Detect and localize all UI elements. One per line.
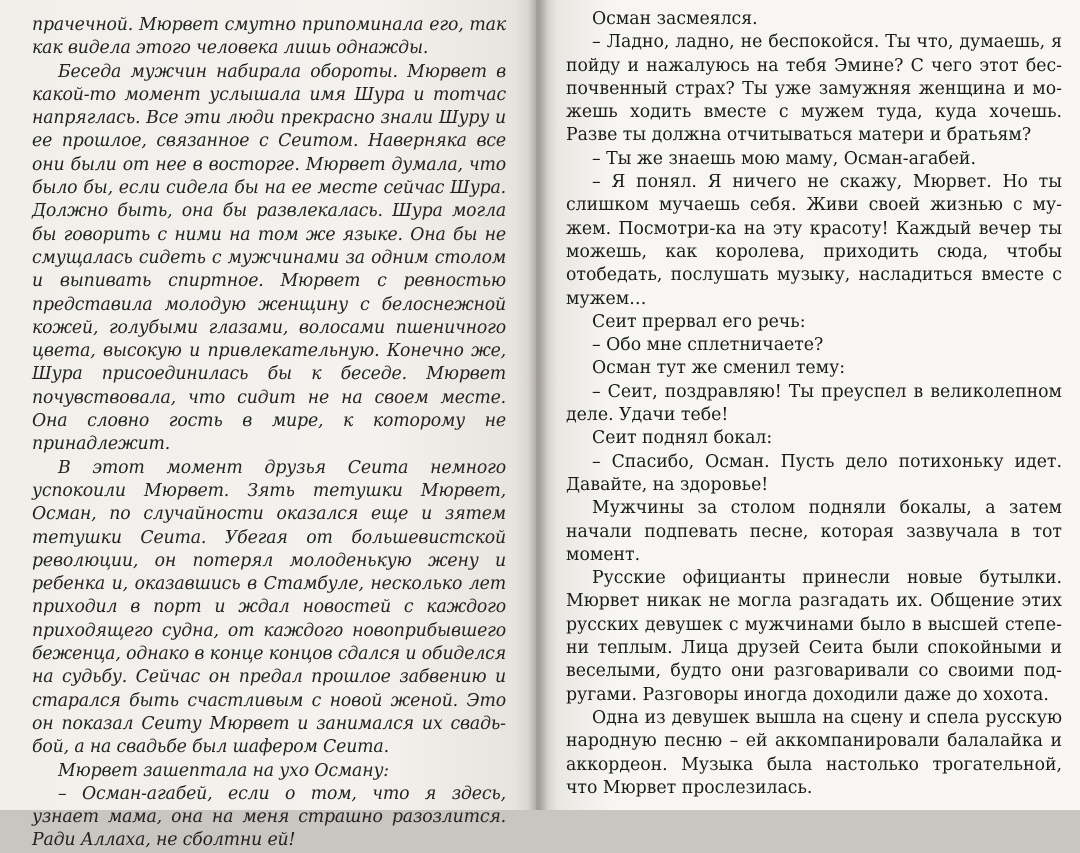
paragraph: – Ладно, ладно, не беспокойся. Ты что, думаешь, я пойду и нажалуюсь на тебя Эмине? С чего этот беспочвенный страх? Ты уже замужняя женщина и можешь ходить вместе с мужем туда, куда хочешь. Разве ты должна отчитываться матери и братьям?: [566, 32, 1062, 146]
left-page-text: [32, 14, 506, 853]
paragraph: Русские официанты принесли новые бутылки. Мюрвет никак не могла разгадать их. Общение этих русских девушек с мужчинами было в высшей степени теплым. Лица друзей Сеита были спокойными и веселыми, будто они разговаривали со своими подругами. Разговоры иногда доходили даже до хохота.: [566, 568, 1062, 705]
paragraph: Беседа мужчин набирала обороты. Мюрвет в какой-то момент услышала имя Шура и тотчас напряглась. Все эти люди прекрасно знали Шуру и ее прошлое, связанное с Сеитом. Наверняка все они были от нее в восторге. Мюрвет думала, что было бы, если сидела бы на ее месте сейчас Шура. Должно быть, она бы развлекалась. Шура могла бы говорить с ними на том же языке. Она бы не смущалась сидеть с мужчинами за одним столом и выпивать спиртное. Мюрвет с ревностью представила молодую женщину с белоснежной кожей, голубыми глазами, волосами пшеничного цвета, высокую и привлекательную. Конечно же, Шура присоединилась бы к беседе. Мюрвет почувствовала, что сидит не на своем месте. Она словно гость в мире, к которому не принадлежит.: [32, 61, 506, 455]
paragraph: Мюрвет зашептала на ухо Осману:: [58, 760, 389, 781]
paragraph: Осман тут же сменил тему:: [592, 358, 846, 379]
left-page: [0, 0, 536, 851]
right-page-text: [566, 8, 1062, 800]
paragraph: – Сеит, поздравляю! Ты преуспел в великолепном деле. Удачи тебе!: [566, 381, 1062, 426]
paragraph: – Я понял. Я ничего не скажу, Мюрвет. Но ты слишком мучаешь себя. Живи своей жизнью с мужем. Посмотри-ка на эту красоту! Каждый вечер ты можешь, как королева, приходить сюда, чтобы отобедать, послушать музыку, насладиться вместе с мужем…: [566, 172, 1062, 309]
paragraph: – Осман-агабей, если о том, что я здесь, узнает мама, она на меня страшно разозлится. Ради Аллаха, не сболтни ей!: [32, 783, 506, 851]
paragraph: прачечной. Мюрвет смутно припоминала его, так как видела этого человека лишь однажды.: [32, 15, 506, 59]
paragraph: Сеит поднял бокал:: [592, 428, 773, 449]
paragraph: Осман засмеялся.: [592, 9, 758, 29]
paragraph: Сеит прервал его речь:: [592, 311, 806, 332]
paragraph: – Обо мне сплетничаете?: [592, 335, 824, 356]
paragraph: – Спасибо, Осман. Пусть дело потихоньку идет. Давайте, на здоровье!: [566, 451, 1062, 495]
paragraph: Одна из девушек вышла на сцену и спела русскую народную песню – ей аккомпанировали балалайка и аккордеон. Музыка была настолько трогательной, что Мюрвет прослезилась.: [566, 707, 1062, 798]
paragraph: – Ты же знаешь мою маму, Осман-агабей.: [592, 148, 976, 169]
right-page: [536, 0, 1080, 810]
paragraph: Мужчины за столом подняли бокалы, а затем начали подпевать песне, которая зазвучала в тот момент.: [566, 498, 1062, 565]
paragraph: В этот момент друзья Сеита немного успокоили Мюрвет. Зять тетушки Мюрвет, Осман, по случайности оказался еще и зятем тетушки Сеита. Убегая от большевистской революции, он потерял молоденькую жену и ребенка и, оказавшись в Стамбуле, несколько лет приходил в порт и ждал новостей с каждого приходящего судна, от каждого новоприбывшего беженца, однако в конце концов сдался и обиделся на судьбу. Сейчас он предал прошлое забвению и старался быть счастливым с новой женой. Это он показал Сеиту Мюрвет и занимался их свадьбой, а на свадьбе был шафером Сеита.: [32, 457, 506, 758]
